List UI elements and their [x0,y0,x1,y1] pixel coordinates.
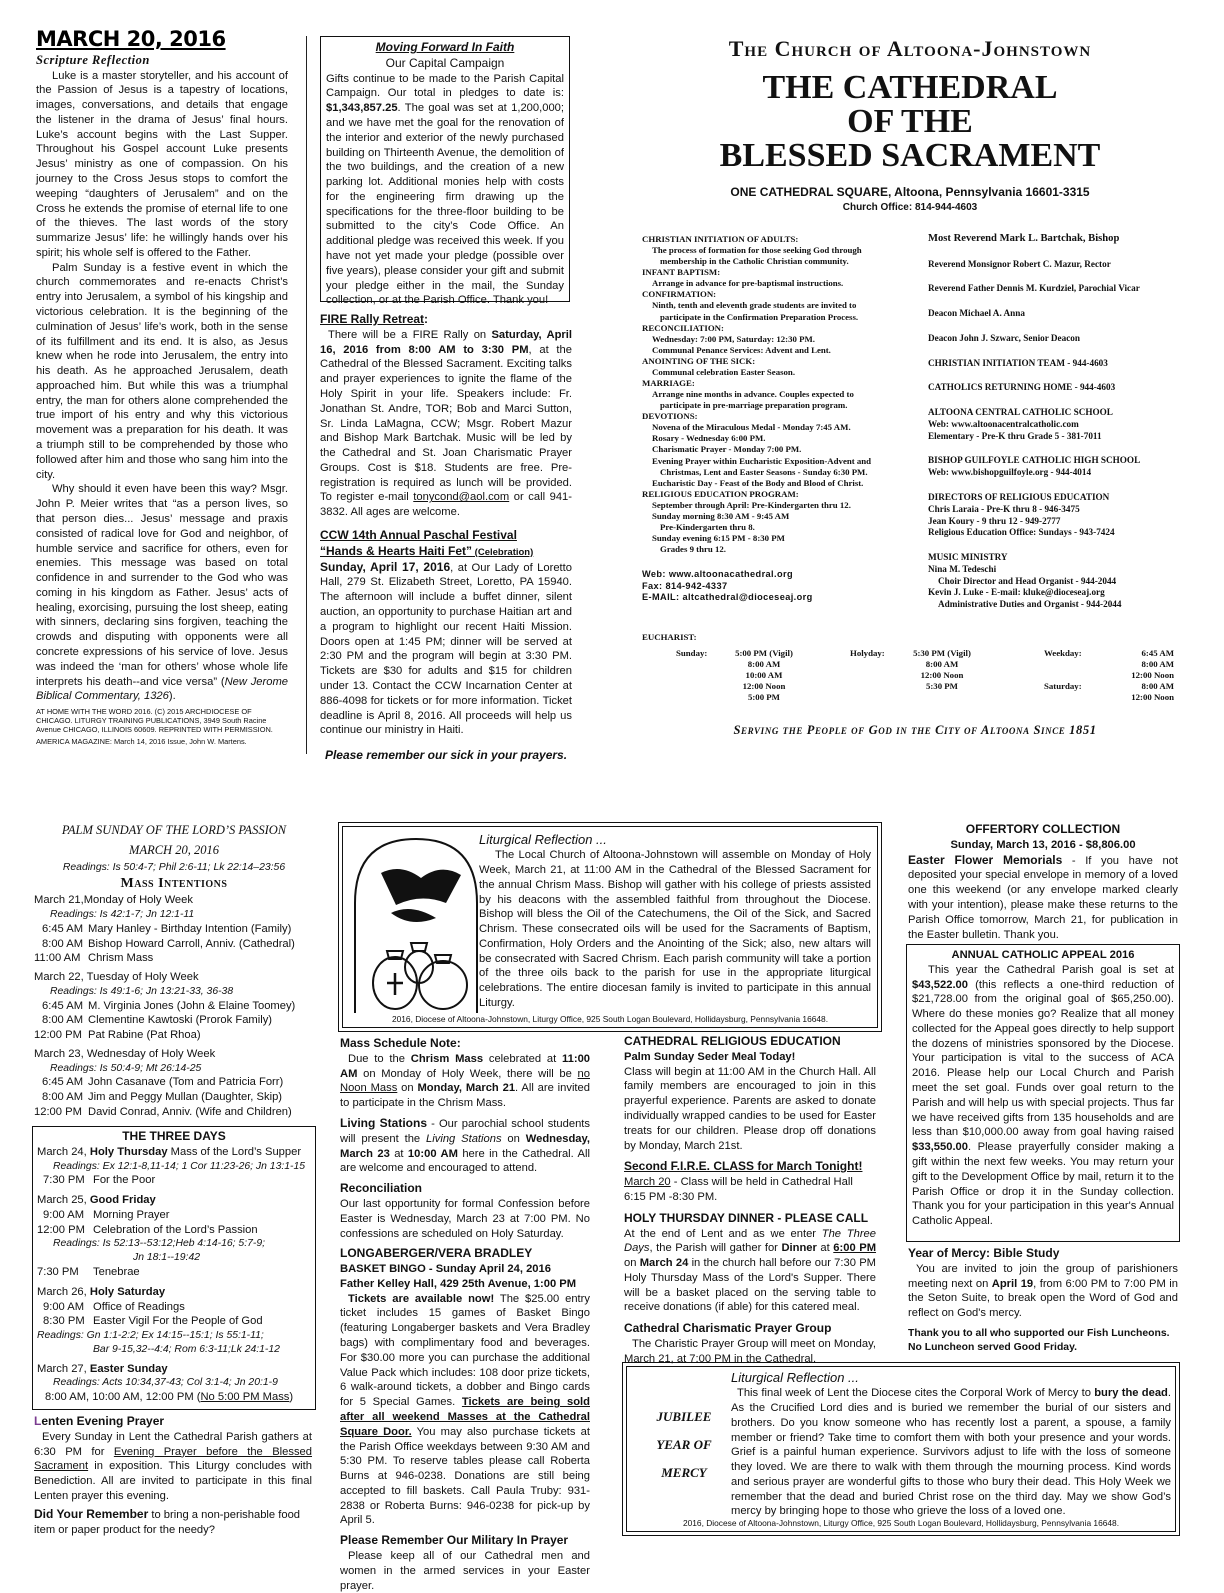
jubilee-logo-text: JUBILEE YEAR OF MERCY [656,1409,712,1480]
middle-column [320,312,572,764]
list-item: 12:00 PM Pat Rabine (Pat Rhoa) [34,1029,201,1042]
sick-prayer-note: Please remember our sick in your prayers. [324,748,568,763]
list-item: 12:00 PM David Conrad, Anniv. (Wife and Children) [34,1106,292,1118]
liturgical-reflection-2-frame [622,1362,1180,1536]
ccw-text: Sunday, April 17, 2016, at Our Lady of Loretto Hall, 279 St. Elizabeth Street, Loretto, PA 15940. The afternoon will include a buffet dinner, silent auction, an opportunity to purchase Haitian art and a program to highlight our recent Haiti Mission. Doors open at 1:45 PM; dinner will be served at 2:30 PM and the program will begin at 3:30 PM. Tickets are $30 for adults and $15 for children under 13. Contact the CCW Incarnation Center at 886-4098 for tickets or for more information. Ticket deadline is April 8, 2016. All proceeds will help us continue our ministry in Haiti. [320,559,572,737]
mid-left-column: Mass Schedule Note: Due to the Chrism Mass celebrated at 11:00 AM on Monday of Holy Week, there will be no Noon Mass on Monday, March 21. All are invited to participate in the Chrism Mass. Living Stations - Our parochial school students will present the Living Stations on Wednesday, March 23 at 10:00 AM here in the Cathedral. All are welcome and encouraged to attend. Reconciliation Our last opportunity for formal Confession before Easter is Wednesday, March 23 at 7:00 PM. No confessions are scheduled on Holy Saturday. LONGABERGER/VERA BRADLEY BASKET BINGO - Sunday April 24, 2016 Father Kelley Hall, 429 25th Avenue, 1:00 PM Tickets are available now! The $25.00 entry ticket includes 15 games of Basket Bingo (featuring Longaberger baskets and Vera Bradley bags) with complimentary food and beverages. For $30.00 more you can purchase the additional Value Pack which includes: 108 door prize tickets, 6 walk-around tickets, a dobber and Bingo cards for 5 Special Games. Tickets are being sold after all weekend Masses at the Cathedral Square Door. You may also purchase tickets at the Parish Office weekdays between 9:30 AM and 5:30 PM. To reserve tables please call Roberta Burns at 946-0238. Donations are still being accepted to fill baskets. Call Paula Truby: 931-2838 or Roberta Burns: 946-0238 for pick-up by April 5. Please Remember Our Military In Prayer Please keep all of our Cathedral men and women in the armed services in your Easter prayer. [340,1036,591,1592]
ccw-subtitle: “Hands & Hearts Haiti Fet” (Celebration) [320,543,534,558]
address: ONE CATHEDRAL SQUARE, Altoona, Pennsylvania 16601-3315 [730,185,1090,200]
stations-text: Living Stations - Our parochial school students will present the Living Stations on Wednesday, March 23 at 10:00 AM here in the Cathedral. All are welcome and encouraged to attend. [340,1115,590,1175]
aca-box [906,944,1180,1242]
sunday-times: 5:00 PM (Vigil) 8:00 AM 10:00 AM 12:00 Noon 5:00 PM [735,648,793,702]
mid-right-column: CATHEDRAL RELIGIOUS EDUCATION Palm Sunday Seder Meal Today! Class will begin at 11:00 AM in the Church Hall. All family members are encouraged to join in this prayerful experience. Parents are asked to donate individually wrapped candies to be used for Easter treats for our children. Please drop off donations by Monday, March 21st. Second F.I.R.E. CLASS for March Tonight! March 20 - Class will be held in Cathedral Hall 6:15 PM -8:30 PM. HOLY THURSDAY DINNER - PLEASE CALL At the end of Lent and as we enter The Three Days, the Parish will gather for Dinner at 6:00 PM on March 24 in the church hall before our 7:30 PM Holy Thursday Mass of the Lord's Supper. There will be a basket placed on the serving table to receive donations (if able) for this catered meal. Cathedral Charismatic Prayer Group The Charistic Prayer Group will meet on Monday, March 21, at 7:00 PM in the Cathedral. [624,1034,877,1365]
fire-email-link[interactable]: tonycond@aol.com [413,491,510,504]
mercy-column: Year of Mercy: Bible Study You are invited to join the group of parishioners meeting next on April 19, from 6:00 PM to 7:00 PM in the Seton Suite, to break open the Word of God and reflect on God's mercy. Thank you to all who supported our Fish Luncheons. No Luncheon served Good Friday. [908,1246,1178,1353]
scripture-paragraph-2: Palm Sunday is a festive event in which the church commemorates and re-enacts Christ’s entry into Jerusalem, a symbol of his kingship and victorious celebration. It is the beginning of the culmination of Jesus’ life’s work, both in the sense of its fulfillment and its end. It is also, as Jesus knew when he rode into Jerusalem, the entry into his death. As he approached Jerusalem, death approached him. But while this was a triumphal entry, the man for others alone comprehended the true import of his entry and why this victorious movement was a preparation for his death. It was a triumph still to be comprehended by those who followed after him and those who sang him into the city. [36,261,288,481]
acs-web-link[interactable]: Web: www.altoonacentralcatholic.com [928,418,1079,429]
capital-subtitle: Our Capital Campaign [385,55,505,70]
list-item: 8:00 AM Clementine Kawtoski (Prorok Family) [42,1014,273,1027]
services-list [642,234,922,604]
charismatic-text: The Charistic Prayer Group will meet on Monday, March 21, at 7:00 PM in the Cathedral. [624,1338,876,1365]
lit2-credit: 2016, Diocese of Altoona-Johnstown, Liturgy Office, 925 South Logan Boulevard, Hollidaysburg, Pennsylvania 16648. [682,1517,1120,1528]
list-item: 8:00 AM Jim and Peggy Mullan (Daughter, Skip) [42,1091,283,1104]
contact-block [642,569,922,604]
list-item: 6:45 AM M. Virginia Jones (John & Elaine Toomey) [42,999,296,1012]
copyright-notice-2: AMERICA MAGAZINE: March 14, 2016 Issue, John W. Martens. [36,737,247,747]
fire-text: There will be a FIRE Rally on Saturday, April 16, 2016 from 8:00 AM to 3:30 PM, at the Cathedral of the Blessed Sacrament. Exciting talks and prayer experiences to ignite the flame of the Holy Spirit in your life. Speakers include: Fr. Jonathan St. Andre, TOR; Bob and Marci Sutton, Sr. Linda LaMagna, CCW; Msgr. Robert Mazur and Bishop Mark Bartchak. Music will be led by the Cathedral and St. Joan Charismatic Prayer Groups. Cost is $18. Students are free. Pre-registration is required as lunch will be provided. To register e-mail tonycond@aol.com or call 941-3832. All ages are welcome. [320,328,573,519]
scripture-paragraph-1: Luke is a master storyteller, and his account of the Passion of Jesus is a tapestry of locations, images, conversations, and details that engage the listener in the drama of Jesus’ final hours. Luke’s account begins with the Last Supper. Throughout his Gospel account Luke presents Jesus’ ministry as one of compassion. On his journey to the Cross Jesus stops to comfort the weeping “daughters of Jerusalem” and on the Cross he extends the promise of eternal life to one of the thieves. The last words of the story summarize Jesus’ life: he willingly hands over his spirit; his whole self is offered to the Father. [36,69,288,259]
remember-note: Did Your Remember to bring a non-perishable food item or paper product for the needy? [34,1506,301,1536]
scripture-paragraph-3: Why should it even have been this way? Msgr. John P. Meier writes that “as a person lives, so that person dies... Jesus’ message and praxis consisted of radical love for God and neighbor, of humble service and sacrifice for others, even for enemies. This message was based on total confidence in and surrender to the God who was coming in his kingdom as Father. Jesus’ acts of healing, exorcising, pursuing the lost sheep, eating with sinners, declaring sins forgiven, teaching the crowds and disputing with opponents were all concrete expressions of his service of love. Jesus was indeed the ‘man for others’ whose whole life interprets his death--and vice versa” (New Jerome Biblical Commentary, 1326). [36,483,289,703]
web-link[interactable]: Web: www.altoonacathedral.org [642,569,793,580]
scripture-column [36,28,288,746]
palm-sunday-column [34,822,314,1120]
palm-date: MARCH 20, 2016 [129,842,219,857]
list-item: 6:45 AM Mary Hanley - Birthday Intention (Family) [42,922,292,935]
masthead [630,34,1190,214]
lit1-text: The Local Church of Altoona-Johnstown will assemble on Monday of Holy Week, March 21, at 11:00 AM in the Cathedral of the Blessed Sacrament for the annual Chrism Mass. Bishop will gather with his college of priests assisted by his deacons with the assembled faithful from throughout the Diocese. Bishop will bless the Oil of the Catechumens, the Oil of the Sick, and Sacred Chrism. These consecrated oils will be used for the Sacraments of Baptism, Confirmation, Holy Orders and the Anointing of the Sick; also, new altars will be consecrated with Sacred Chrism. Each parish community will take a portion of the three oils back to the parish for use in the appropriate liturgical celebrations. The entire diocesan family is invited to participate in this annual Liturgy. [479,849,871,1009]
scripture-title: Scripture Reflection [36,53,150,67]
eucharist-label: EUCHARIST: [642,632,697,642]
eucharist-schedule: EUCHARIST: Sunday: 5:00 PM (Vigil) 8:00 AM 10:00 AM 12:00 Noon 5:00 PM Holyday: 5:30 PM (Vigil) 8:00 AM 12:00 Noon 5:30 PM Weekday: 6:45 AM 8:00 AM 12:00 Noon Saturday: 8:00 AM 12:00 Noon [642,632,1182,712]
office-phone: Church Office: 814-944-4603 [842,201,978,213]
lenten-column [34,1414,312,1537]
bulletin-date: MARCH 20, 2016 [36,27,226,51]
mass-note-text: Due to the Chrism Mass celebrated at 11:00 AM on Monday of Holy Week, there will be no Noon Mass on Monday, March 21. All are invited to participate in the Chrism Mass. [340,1052,591,1110]
palm-title: PALM SUNDAY OF THE LORD’S PASSION [61,823,287,837]
palm-readings: Readings: Is 50:4-7; Phil 2:6-11; Lk 22:14–23:56 [62,862,286,873]
liturgical-reflection-1-frame [338,822,882,1032]
kluke-email[interactable]: Kevin J. Luke - E-mail: kluke@dioceseaj.org [928,587,1105,598]
lenten-title: Lenten Evening Prayer [34,1414,165,1428]
cathedral-line-1: THE CATHEDRAL [762,69,1058,107]
saturday-times: 8:00 AM 12:00 Noon [1131,681,1174,702]
lenten-text: Every Sunday in Lent the Cathedral Parish gathers at 6:30 PM for Evening Prayer before the Blessed Sacrament in exposition. This Liturgy concludes with Benediction. All are invited to participate in this final Lenten prayer this evening. [34,1430,313,1502]
three-days-box: THE THREE DAYS March 24, Holy Thursday Mass of the Lord’s Supper Readings: Ex 12:1-8,11-14; 1 Cor 11:23-26; Jn 13:1-15 7:30 PM For the Poor March 25, Good Friday 9:00 AM Morning Prayer 12:00 PM Celebration of the Lord’s Passion Readings: Is 52:13--53:12;Heb 4:14-16; 5:7-9; Jn 18:1--19:42 7:30 PM Tenebrae March 26, Holy Saturday 9:00 AM Office of Readings 8:30 PM Easter Vigil For the People of God Readings: Gn 1:1-2:2; Ex 14:15--15:1; Is 55:1-11; Bar 9-15,32--4:4; Rom 6:3-11;Lk 24:1-12 March 27, Easter Sunday Readings: Acts 10:34,37-43; Col 3:1-4; Jn 20:1-9 8:00 AM, 10:00 AM, 12:00 PM (No 5:00 PM Mass) [32,1126,316,1410]
aca-text: This year the Cathedral Parish goal is set at $43,522.00 (this reflects a one-third reduction of $21,728.00 from the original goal of $65,250.00). Where do these monies go? Realize that all money collected for the Appeal goes directly to help support the dozens of ministries sponsored by the Diocese. Your participation is vital to the success of ACA 2016. Please help our Local Church and Parish meet the set goal. Funds over goal return to the Parish and will help us with special projects. Thus far we have received gifts from 135 households and are less than $10,000.00 away from goal having raised $33,550.00. Please prayerfully consider making a gift within the next few weeks. You may return your gift to the Development Office by mail, return it to the Parish Office or drop it in the Sunday collection. Thank you for your participation in this year's Annual Catholic Appeal. [912,963,1174,1228]
capital-text: Gifts continue to be made to the Parish Capital Campaign. Our total in pledges to date is: $1,343,857.25. The goal was set at 1,200,000; and we have met the goal for the renovation of the interior and exterior of the newly purchased building on Thirteenth Avenue, the demolition of the two buildings, and the creation of a new parking lot. Additional monies help with costs for the engineering firm drawing up the specifications for the three-floor building to be submitted to the city’s Code Office. An additional pledge was received this week. If you have not yet made your pledge (possible over five years), please consider your gift and submit your pledge either in the mail, the Sunday collection, or at the Parish Office. Thank you! [326,72,564,307]
capital-title: Moving Forward In Faith [375,40,515,54]
cathedral-line-3: BLESSED SACRAMENT [719,137,1101,175]
fire-title: FIRE Rally Retreat: [320,312,429,326]
church-name: The Church of Altoona-Johnstown [728,36,1092,61]
list-item: 6:45 AM John Casanave (Tom and Patricia Forr) [42,1076,284,1089]
cathedral-line-2: OF THE [847,103,973,141]
column-divider [306,36,307,754]
basket-bingo-text: Tickets are available now! The $25.00 entry ticket includes 15 games of Basket Bingo (featuring Longaberger baskets and Vera Bradley bags) with complimentary food and beverages. For $30.00 more you can purchase the additional Value Pack which includes: 108 door prize tickets, 6 walk-around tickets, a dobber and Bingo cards for 5 Special Games. Tickets are being sold after all weekend Masses at the Cathedral Square Door. You may also purchase tickets at the Parish Office weekdays between 9:30 AM and 5:30 PM. To reserve tables please call Roberta Burns at 946-0238. Donations are still being accepted to fill baskets. Call Paula Truby: 931-2838 or Roberta Burns: 946-0238 for pick-up by April 5. [340,1292,590,1527]
serving-tagline: Serving the People of God in the City of Altoona Since 1851 [733,723,1097,737]
lit1-title: Liturgical Reflection ... [479,832,607,847]
fire-class-text: March 20 - Class will be held in Cathedral Hall 6:15 PM -8:30 PM. [624,1176,853,1203]
list-item: 11:00 AM Chrism Mass [34,952,154,965]
offertory-column: OFFERTORY COLLECTION Sunday, March 13, 2016 - $8,806.00 Easter Flower Memorials - If you have not deposited your special envelope in memory of a loved one this weekend (or any envelope marked clearly with your intention), please make these returns to the Parish Office tomorrow, March 21, for publication in the Easter bulletin. Thank you. [908,822,1178,941]
chrism-oils-illustration [351,833,481,1015]
dinner-text: At the end of Lent and as we enter The Three Days, the Parish will gather for Dinner at 6:00 PM on March 24 in the church hall before our 7:30 PM Holy Thursday Mass of the Lord's Supper. There will be a basket placed on the serving table to receive donations (if able) for this catered meal. [624,1227,877,1314]
bishop: Most Reverend Mark L. Bartchak, Bishop [928,233,1120,244]
copyright-notice: AT HOME WITH THE WORD 2016. (C) 2015 ARCHDIOCESE OF CHICAGO. LITURGY TRAINING PUBLICATIONS, 3949 South Racine Avenue CHICAGO, ILLINOIS 60609. REPRINTED WITH PERMISSION. [36,707,273,735]
capital-campaign-box [320,36,570,307]
flower-memorials-text: Easter Flower Memorials - If you have not deposited your special envelope in memory of a loved one this weekend (or any envelope marked clearly with your intention), please make these returns to the Parish Office tomorrow, March 21, for publication in the Easter bulletin. Thank you. [908,852,1178,941]
seder-text: Class will begin at 11:00 AM in the Church Hall. All family members are encouraged to join in this prayerful experience. Parents are asked to donate individually wrapped candies to be used for Easter treats for our children. Please drop off donations by Monday, March 21st. [624,1065,876,1152]
services-items: CHRISTIAN INITIATION OF ADULTS: The process of formation for those seeking God through membership in the Catholic Christian community. INFANT BAPTISM: Arrange in advance for pre-baptismal instructions. CONFIRMATION: Ninth, tenth and eleventh grade students are invited to participate in the Confirmation Preparation Process. RECONCILIATION: Wednesday: 7:00 PM, Saturday: 12:30 PM. Communal Penance Services: Advent and Lent. ANOINTING OF THE SICK: Communal celebration Easter Season. MARRIAGE: Arrange nine months in advance. Couples expected to participate in pre-marriage preparation program. DEVOTIONS: Novena of the Miraculous Medal - Monday 7:45 AM. Rosary - Wednesday 6:00 PM. Charismatic Prayer - Monday 7:00 PM. Evening Prayer within Eucharistic Exposition-Advent and Christmas, Lent and Easter Seasons - Sunday 6:30 PM. Eucharistic Day - Feast of the Body and Blood of Christ. RELIGIOUS EDUCATION PROGRAM: September through April: Pre-Kindergarten thru 12. Sunday morning 8:30 AM - 9:45 AM Pre-Kindergarten thru 8. Sunday evening 6:15 PM - 8:30 PM Grades 9 thru 12. [642,234,872,555]
email-link[interactable]: E-MAIL: altcathedral@dioceseaj.org [642,592,813,603]
lit2-title: Liturgical Reflection ... [731,1370,859,1385]
holyday-times: 5:30 PM (Vigil) 8:00 AM 12:00 Noon 5:30 PM [913,648,971,691]
aca-title: ANNUAL CATHOLIC APPEAL 2016 [951,949,1135,961]
three-days-title: THE THREE DAYS [122,1129,226,1143]
intentions-list: March 21,Monday of Holy Week Readings: Is 42:1-7; Jn 12:1-11 6:45 AM Mary Hanley - Birthday Intention (Family) 8:00 AM Bishop Howard Carroll, Anniv. (Cathedral) 11:00 AM Chrism Mass March 22, Tuesday of Holy Week Readings: Is 49:1-6; Jn 13:21-33, 36-38 6:45 AM M. Virginia Jones (John & Elaine Toomey) 8:00 AM Clementine Kawtoski (Prorok Family) 12:00 PM Pat Rabine (Pat Rhoa) March 23, Wednesday of Holy Week Readings: Is 50:4-9; Mt 26:14-25 6:45 AM John Casanave (Tom and Patricia Forr) 8:00 AM Jim and Peggy Mullan (Daughter, Skip) 12:00 PM David Conrad, Anniv. (Wife and Children) [34,893,314,1120]
staff-list: Most Reverend Mark L. Bartchak, Bishop Reverend Monsignor Robert C. Mazur, Rector Reverend Father Dennis M. Kurdziel, Parochial Vicar Deacon Michael A. Anna Deacon John J. Szwarc, Senior Deacon CHRISTIAN INITIATION TEAM - 944-4603 CATHOLICS RETURNING HOME - 944-4603 ALTOONA CENTRAL CATHOLIC SCHOOL Web: www.altoonacentralcatholic.com Elementary - Pre-K thru Grade 5 - 381-7011 BISHOP GUILFOYLE CATHOLIC HIGH SCHOOL Web: www.bishopguilfoyle.org - 944-4014 DIRECTORS OF RELIGIOUS EDUCATION Chris Laraia - Pre-K thru 8 - 946-3475 Jean Koury - 9 thru 12 - 949-2777 Religious Education Office: Sundays - 943-7424 MUSIC MINISTRY Nina M. Tedeschi Choir Director and Head Organist - 944-2044 Kevin J. Luke - E-mail: kluke@dioceseaj.org Administrative Duties and Organist - 944-2044 [928,232,1198,611]
ccw-title: CCW 14th Annual Paschal Festival [320,527,517,542]
lit2-text: This final week of Lent the Diocese cites the Corporal Work of Mercy to bury the dead. As the Crucified Lord dies and is buried we remember the burial of our sisters and brothers. Do you know someone who has recently lost a parent, a spouse, a family member or friend? Take time to comfort them with both your presence and your words. Grief is a painful human experience. Survivors adjust to life with the loss of someone they loved. We are there to walk with them through the mourning process. Kind words and serious prayer are wonderful gifts to those who bury their dead. This Holy Week we remember that the dead and buried Christ rose on the third day. May we show God’s mercy by bringing hope to those who grieve the loss of a loved one. [731,1387,1172,1518]
reconciliation-text: Our last opportunity for formal Confession before Easter is Wednesday, March 23 at 7:00 PM. No confessions are scheduled on Holy Saturday. [340,1197,590,1240]
fax: Fax: 814-942-4337 [642,580,728,591]
list-item: 8:00 AM Bishop Howard Carroll, Anniv. (Cathedral) [42,937,295,950]
bg-web-link[interactable]: Web: www.bishopguilfoyle.org - 944-4014 [928,467,1092,478]
lit1-credit: 2016, Diocese of Altoona-Johnstown, Liturgy Office, 925 South Logan Boulevard, Hollidaysburg, Pennsylvania 16648. [391,1013,829,1024]
military-text: Please keep all of our Cathedral men and women in the armed services in your Easter prayer. [340,1550,590,1592]
bible-study-text: You are invited to join the group of parishioners meeting next on April 19, from 6:00 PM to 7:00 PM in the Seton Suite, to break open the Word of God and reflect on God's mercy. [908,1262,1178,1320]
mass-intentions-title: Mass Intentions [120,875,228,891]
weekday-times: 6:45 AM 8:00 AM 12:00 Noon [1131,648,1174,680]
